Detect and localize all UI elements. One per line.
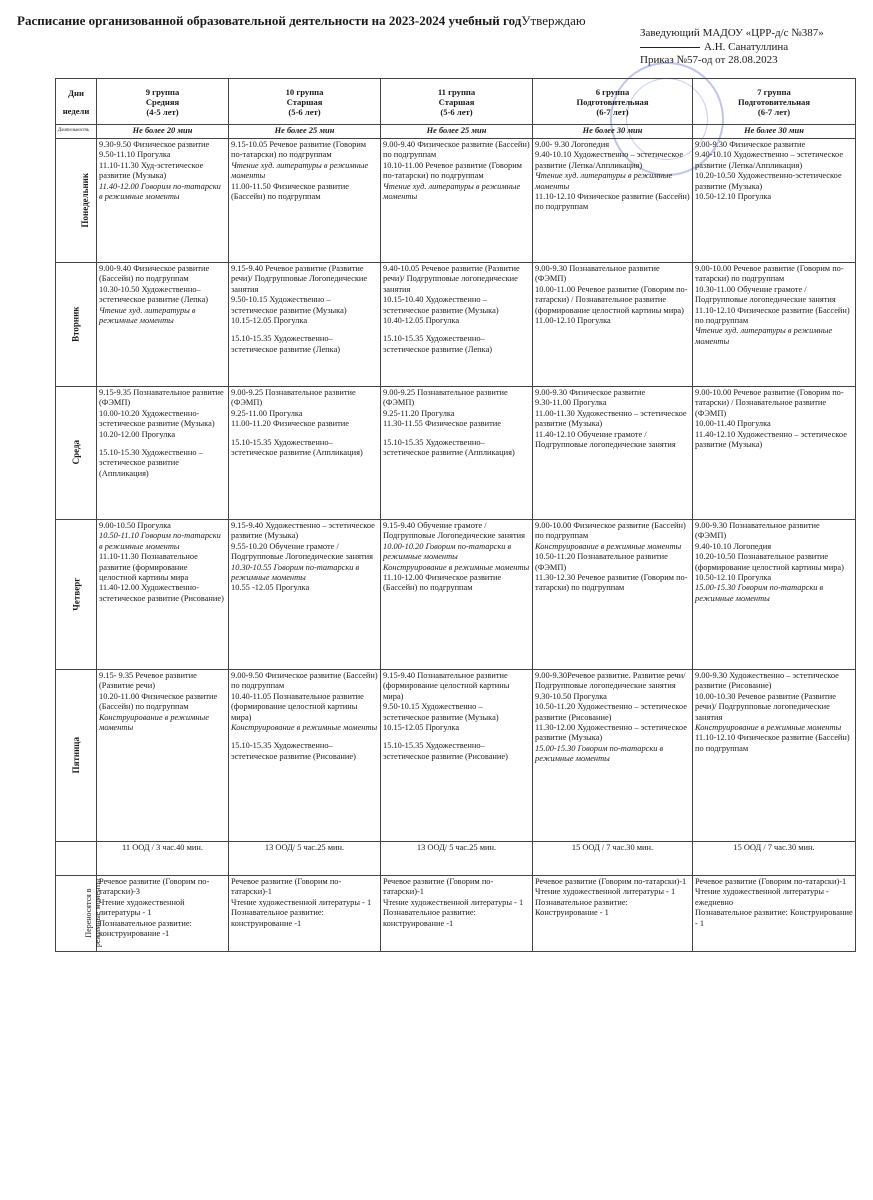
activity-line: 11.10-12.10 Физическое развитие (Бассейн) по подгруппам: [695, 305, 850, 326]
activity-line: 11.10-12.00 Физическое развитие (Бассейн) по подгруппам: [383, 573, 502, 593]
group-header: 9 группа Средняя (4-5 лет): [97, 79, 229, 125]
activity-line: 10.55 -12.05 Прогулка: [231, 583, 310, 593]
activity-line: 10.15-12.05 Прогулка: [231, 316, 308, 326]
activity-line: 9.50-10.15 Художественно – эстетическое развитие (Музыка): [383, 702, 499, 722]
signature-line: [640, 41, 824, 55]
activity-line: 9.40-10.05 Речевое развитие (Развитие речи)/ Подгрупповые логопедические занятия: [383, 264, 520, 294]
total-cell: 11 ООД / 3 час.40 мин.: [97, 842, 229, 876]
activity-line: 9.55-10.20 Обучение грамоте / Подгрупповые Логопедические занятия: [231, 541, 373, 562]
activity-line: 15.10-15.35 Художественно–эстетическое развитие (Лепка): [231, 334, 341, 354]
schedule-cell: [381, 387, 533, 520]
activity-line: 10.00-10.20 Говорим по-татарски в режимные моменты: [383, 541, 512, 562]
signature-mark: [640, 47, 700, 48]
schedule-cell: [693, 387, 856, 520]
transfer-line: Чтение художественной литературы - ежедневно: [695, 887, 829, 907]
total-cell: 15 ООД / 7 час.30 мин.: [533, 842, 693, 876]
schedule-cell: [381, 670, 533, 842]
activity-line: 15.10-15.35 Художественно–эстетическое развитие (Аппликация): [383, 437, 515, 458]
day-label: Вторник: [56, 263, 97, 387]
activity-line: 9.50-11.10 Прогулка: [99, 150, 171, 160]
activity-line: 9.40-10.10 Логопедия: [695, 541, 772, 551]
activity-line: 15.10-15.35 Художественно–эстетическое развитие (Лепка): [383, 334, 493, 354]
schedule-cell: [229, 670, 381, 842]
activity-line: 15.00-15.30 Говорим по-татарски в режимные моменты: [535, 743, 664, 764]
activity-line: 9.00-9.30 Физическое развитие: [695, 140, 806, 149]
activity-line: 9.15-9.40 Речевое развитие (Развитие речи)/ Подгрупповые Логопедические занятия: [231, 264, 368, 294]
order-line: Приказ №57-од от 28.08.2023: [640, 54, 778, 66]
activity-line: 10.50-11.10 Говорим по-татарски в режимные моменты: [99, 531, 221, 551]
activity-line: 10.50-12.10 Прогулка: [695, 192, 772, 202]
activity-line: 11.10-12.10 Физическое развитие (Бассейн) по подгруппам: [535, 192, 690, 212]
transfer-label: Переносятся в режимные моменты: [56, 876, 97, 952]
activity-line: 9.00-9.30 Физическое развитие: [535, 388, 646, 397]
totals-label-cell: [56, 842, 97, 876]
activity-line: 9.00-10.00 Речевое развитие (Говорим по-татарски) по подгруппам: [695, 264, 844, 284]
transfer-line: Речевое развитие (Говорим по-татарски)-1: [383, 877, 494, 897]
schedule-cell: [229, 387, 381, 520]
activity-line: 9.00-9.25 Познавательное развитие (ФЭМП): [231, 388, 356, 408]
transfer-line: Познавательное развитие: Конструирование - 1: [535, 897, 628, 918]
activity-line: 10.20-12.00 Прогулка: [99, 429, 176, 439]
activity-line: 11.30-12.30 Речевое развитие (Говорим по-татарски) по подгруппам: [535, 573, 688, 593]
activity-line: 9.00-10.00 Физическое развитие (Бассейн) по подгруппам: [535, 521, 686, 541]
norm-cell: Не более 25 мин: [229, 125, 381, 139]
group-header: 10 группа Старшая (5-6 лет): [229, 79, 381, 125]
schedule-cell: [229, 520, 381, 670]
activity-line: 11.40-12.10 Обучение грамоте / Подгрупповые логопедические занятия: [535, 429, 676, 450]
group-header: 6 группа Подготовительная (6-7 лет): [533, 79, 693, 125]
schedule-cell: [97, 387, 229, 520]
activity-line: 9.15-9.35 Познавательное развитие (ФЭМП): [99, 388, 224, 408]
schedule-cell: [97, 139, 229, 263]
activity-line: 15.10-15.35 Художественно–эстетическое развитие (Аппликация): [231, 437, 363, 458]
activity-line: 11.10-11.30 Худ-эстетическое развитие (Музыка): [99, 160, 204, 181]
day-row: [56, 387, 856, 520]
day-row: [56, 670, 856, 842]
transfer-cell: [229, 876, 381, 952]
activity-line: 11.30-12.00 Художественно – эстетическое развитие (Музыка): [535, 723, 687, 743]
schedule-cell: [693, 670, 856, 842]
head-line: Заведующий МАДОУ «ЦРР-д/с №387»: [640, 27, 824, 39]
group-header: 11 группа Старшая (5-6 лет): [381, 79, 533, 125]
day-row: [56, 139, 856, 263]
activity-line: 9.00-10.50 Прогулка: [99, 521, 171, 530]
activity-line: 9.00-9.50 Физическое развитие (Бассейн) по подгруппам: [231, 671, 378, 691]
activity-line: 9.15- 9.35 Речевое развитие (Развитие речи): [99, 671, 197, 691]
activity-line: 9.00-9.30Речевое развитие. Развитие речи/ Подгрупповые логопедические занятия: [535, 671, 686, 691]
activity-line: 9.00-9.40 Физическое развитие (Бассейн) по подгруппам: [383, 140, 530, 160]
activity-line: 10.40-11.05 Познавательное развитие (формирование целостной картины мира): [231, 691, 364, 722]
schedule-cell: [229, 263, 381, 387]
norm-cell: Не более 25 мин: [381, 125, 533, 139]
schedule-cell: [533, 139, 693, 263]
schedule-cell: [97, 670, 229, 842]
transfer-line: Чтение художественной литературы - 1: [99, 897, 185, 918]
activity-line: 10.50-12.10 Прогулка: [695, 573, 772, 583]
schedule-cell: [693, 520, 856, 670]
activity-line: 9.40-10.10 Художественно – эстетическое развитие (Лепка/Аппликация): [535, 150, 684, 170]
activity-line: 9.25-11.00 Прогулка: [231, 408, 303, 418]
activity-line: 9.40-10.10 Художественно – эстетическое развитие (Лепка/Аппликация): [695, 150, 844, 170]
activity-line: 9.30-9.50 Физическое развитие: [99, 140, 210, 149]
activity-line: Конструирование в режимные моменты: [99, 712, 209, 733]
activity-line: 10.00-11.00 Речевое развитие (Говорим по-татарски) / Познавательное развитие (формирование целостной картины мира): [535, 284, 688, 315]
signature-initials: А.Н. Санатуллина: [704, 40, 789, 53]
activity-line: 10.20-10.50 Художественно-эстетическое развитие (Музыка): [695, 171, 842, 191]
activity-line: 11.40-12.00 Говорим по-татарски в режимные моменты: [99, 181, 221, 202]
activity-line: 9.00- 9.30 Логопедия: [535, 140, 610, 149]
transfer-line: Познавательное развитие: Конструирование - 1: [695, 908, 853, 928]
days-header: Дни недели: [56, 79, 97, 125]
activity-line: Конструирование в режимные моменты: [231, 723, 378, 733]
activity-line: 15.10-15.30 Художественно –эстетическое развитие (Аппликация): [99, 448, 203, 478]
transfer-line: Речевое развитие (Говорим по-татарски)-1: [535, 877, 687, 886]
activity-line: 10.00-11.40 Прогулка: [695, 419, 771, 429]
activity-line: 15.00-15.30 Говорим по-татарски в режимные моменты: [695, 583, 824, 603]
day-row: [56, 520, 856, 670]
day-row: [56, 263, 856, 387]
activity-line: 15.10-15.35 Художественно–эстетическое развитие (Рисование): [231, 741, 356, 761]
day-label: Пятница: [56, 670, 97, 842]
activity-line: 10.20-10.50 Познавательное развитие (формирование целостной картины мира): [695, 552, 844, 572]
activity-line: 9.00-9.30 Художественно – эстетическое развитие (Рисование): [695, 671, 839, 691]
norm-cell: Не более 30 мин: [533, 125, 693, 139]
schedule-cell: [97, 520, 229, 670]
schedule-cell: [533, 670, 693, 842]
schedule-cell: [693, 139, 856, 263]
activity-line: 10.50-11.20 Художественно – эстетическое развитие (Рисование): [535, 702, 687, 722]
transfer-line: Речевое развитие (Говорим по-татарски)-3: [99, 877, 210, 897]
transfer-line: Познавательное развитие: конструирование -1: [383, 908, 476, 928]
norm-row: [56, 125, 856, 139]
activity-line: Конструирование в режимные моменты: [535, 541, 682, 551]
activity-line: 10.00-10.30 Речевое развитие (Развитие речи)/ Подгрупповые логопедические занятия: [695, 691, 836, 722]
activity-line: 10.20-11.00 Физическое развитие (Бассейн) по подгруппам: [99, 691, 218, 712]
transfer-row: [56, 876, 856, 952]
transfer-cell: [381, 876, 533, 952]
activity-line: 10.15-10.40 Художественно – эстетическое развитие (Музыка): [383, 295, 499, 315]
activity-line: 9.00-9.30 Познавательное развитие (ФЭМП): [535, 264, 660, 284]
activity-line: 9.25-11.20 Прогулка: [383, 408, 455, 418]
activity-line: Чтение худ. литературы в режимные моменты: [99, 305, 196, 326]
activity-line: 10.15-12.05 Прогулка: [383, 723, 460, 733]
schedule-cell: [533, 263, 693, 387]
activity-line: Чтение худ. литературы в режимные моменты: [231, 160, 369, 181]
total-cell: 13 ООД/ 5 час.25 мин.: [229, 842, 381, 876]
transfer-line: Чтение художественной литературы - 1: [535, 887, 676, 897]
schedule-cell: [533, 387, 693, 520]
activity-line: 10.30-11.00 Обучение грамоте / Подгрупповые логопедические занятия: [695, 284, 836, 305]
activity-line: 11.40-12.00 Художественно-эстетическое развитие (Рисование): [99, 583, 224, 603]
activity-line: 9.30-10.50 Прогулка: [535, 691, 607, 701]
activity-line: Конструирование в режимные моменты: [383, 562, 530, 572]
totals-row: [56, 842, 856, 876]
activity-line: 9.50-10.15 Художественно – эстетическое развитие (Музыка): [231, 295, 347, 315]
activity-line: 10.30-10.50 Художественно–эстетическое развитие (Лепка): [99, 284, 209, 305]
activity-line: 11.10-12.10 Физическое развитие (Бассейн) по подгруппам: [695, 733, 850, 753]
header-row: [56, 79, 856, 125]
day-label: Четверг: [56, 520, 97, 670]
total-cell: 13 ООД/ 5 час.25 мин.: [381, 842, 533, 876]
transfer-cell: [533, 876, 693, 952]
activity-line: 11.00-11.30 Художественно – эстетическое развитие (Музыка): [535, 408, 687, 429]
activity-line: 9.00-10.00 Речевое развитие (Говорим по-татарски) / Познавательное развитие (ФЭМП): [695, 388, 844, 418]
activity-line: 11.40-12.10 Художественно – эстетическое развитие (Музыка): [695, 429, 847, 450]
activity-line: 10.30-10.55 Говорим по-татарски в режимные моменты: [231, 562, 360, 583]
activity-line: Чтение худ. литературы в режимные моменты: [535, 171, 673, 191]
activity-line: 9.00-9.30 Познавательное развитие (ФЭМП): [695, 521, 820, 541]
activity-line: 11.00-11.20 Физическое развитие: [231, 419, 349, 429]
activity-line: Чтение худ. литературы в режимные моменты: [695, 326, 833, 346]
approve-label: Утверждаю: [521, 13, 586, 28]
schedule-cell: [533, 520, 693, 670]
activity-line: 9.15-9.40 Познавательное развитие (формирование целостной картины мира): [383, 671, 510, 701]
activity-line: 9.00-9.40 Физическое развитие (Бассейн) по подгруппам: [99, 264, 210, 284]
activity-line: 11.10-11.30 Познавательное развитие (формирование целостной картины мира: [99, 552, 198, 583]
activity-line: 10.00-10.20 Художественно-эстетическое развитие (Музыка): [99, 408, 215, 429]
day-label: Среда: [56, 387, 97, 520]
transfer-line: Познавательное развитие: конструирование -1: [99, 918, 192, 939]
schedule-cell: [229, 139, 381, 263]
norm-label: Длительность: [56, 125, 97, 139]
activity-line: 10.40-12.05 Прогулка: [383, 316, 460, 326]
activity-line: 15.10-15.35 Художественно–эстетическое развитие (Рисование): [383, 741, 508, 761]
norm-cell: Не более 30 мин: [693, 125, 856, 139]
transfer-line: Чтение художественной литературы - 1: [231, 897, 372, 907]
schedule-cell: [693, 263, 856, 387]
transfer-line: Познавательное развитие: конструирование -1: [231, 908, 324, 928]
schedule-table: [55, 78, 856, 952]
day-label: Понедельник: [56, 139, 97, 263]
schedule-cell: [381, 139, 533, 263]
transfer-line: Чтение художественной литературы - 1: [383, 897, 524, 907]
group-header: 7 группа Подготовительная (6-7 лет): [693, 79, 856, 125]
norm-cell: Не более 20 мин: [97, 125, 229, 139]
transfer-cell: [693, 876, 856, 952]
activity-line: 9.15-9.40 Художественно – эстетическое развитие (Музыка): [231, 521, 375, 541]
transfer-line: Речевое развитие (Говорим по-татарски)-1: [231, 877, 342, 897]
activity-line: 10.50-11.20 Познавательное развитие (ФЭМП): [535, 552, 668, 572]
activity-line: 9.15-10.05 Речевое развитие (Говорим по-татарски) по подгруппам: [231, 140, 367, 160]
page-title: Расписание организованной образовательной деятельности на 2023-2024 учебный годУтверждаю: [17, 13, 586, 28]
activity-line: Чтение худ. литературы в режимные моменты: [383, 181, 521, 202]
activity-line: Конструирование в режимные моменты: [695, 723, 842, 733]
total-cell: 15 ООД / 7 час.30 мин.: [693, 842, 856, 876]
activity-line: 9.00-9.25 Познавательное развитие (ФЭМП): [383, 388, 508, 408]
schedule-cell: [97, 263, 229, 387]
activity-line: 11.00-11.50 Физическое развитие (Бассейн) по подгруппам: [231, 181, 349, 202]
transfer-cell: [97, 876, 229, 952]
transfer-line: Речевое развитие (Говорим по-татарски)-1: [695, 877, 847, 886]
activity-line: 9.30-11.00 Прогулка: [535, 398, 607, 408]
activity-line: 11.00-12.10 Прогулка: [535, 316, 611, 326]
activity-line: 11.30-11.55 Физическое развитие: [383, 419, 501, 429]
activity-line: 9.15-9.40 Обучение грамоте / Подгрупповые Логопедические занятия: [383, 521, 525, 541]
schedule-cell: [381, 263, 533, 387]
activity-line: 10.10-11.00 Речевое развитие (Говорим по-татарски) по подгруппам: [383, 160, 522, 181]
schedule-cell: [381, 520, 533, 670]
